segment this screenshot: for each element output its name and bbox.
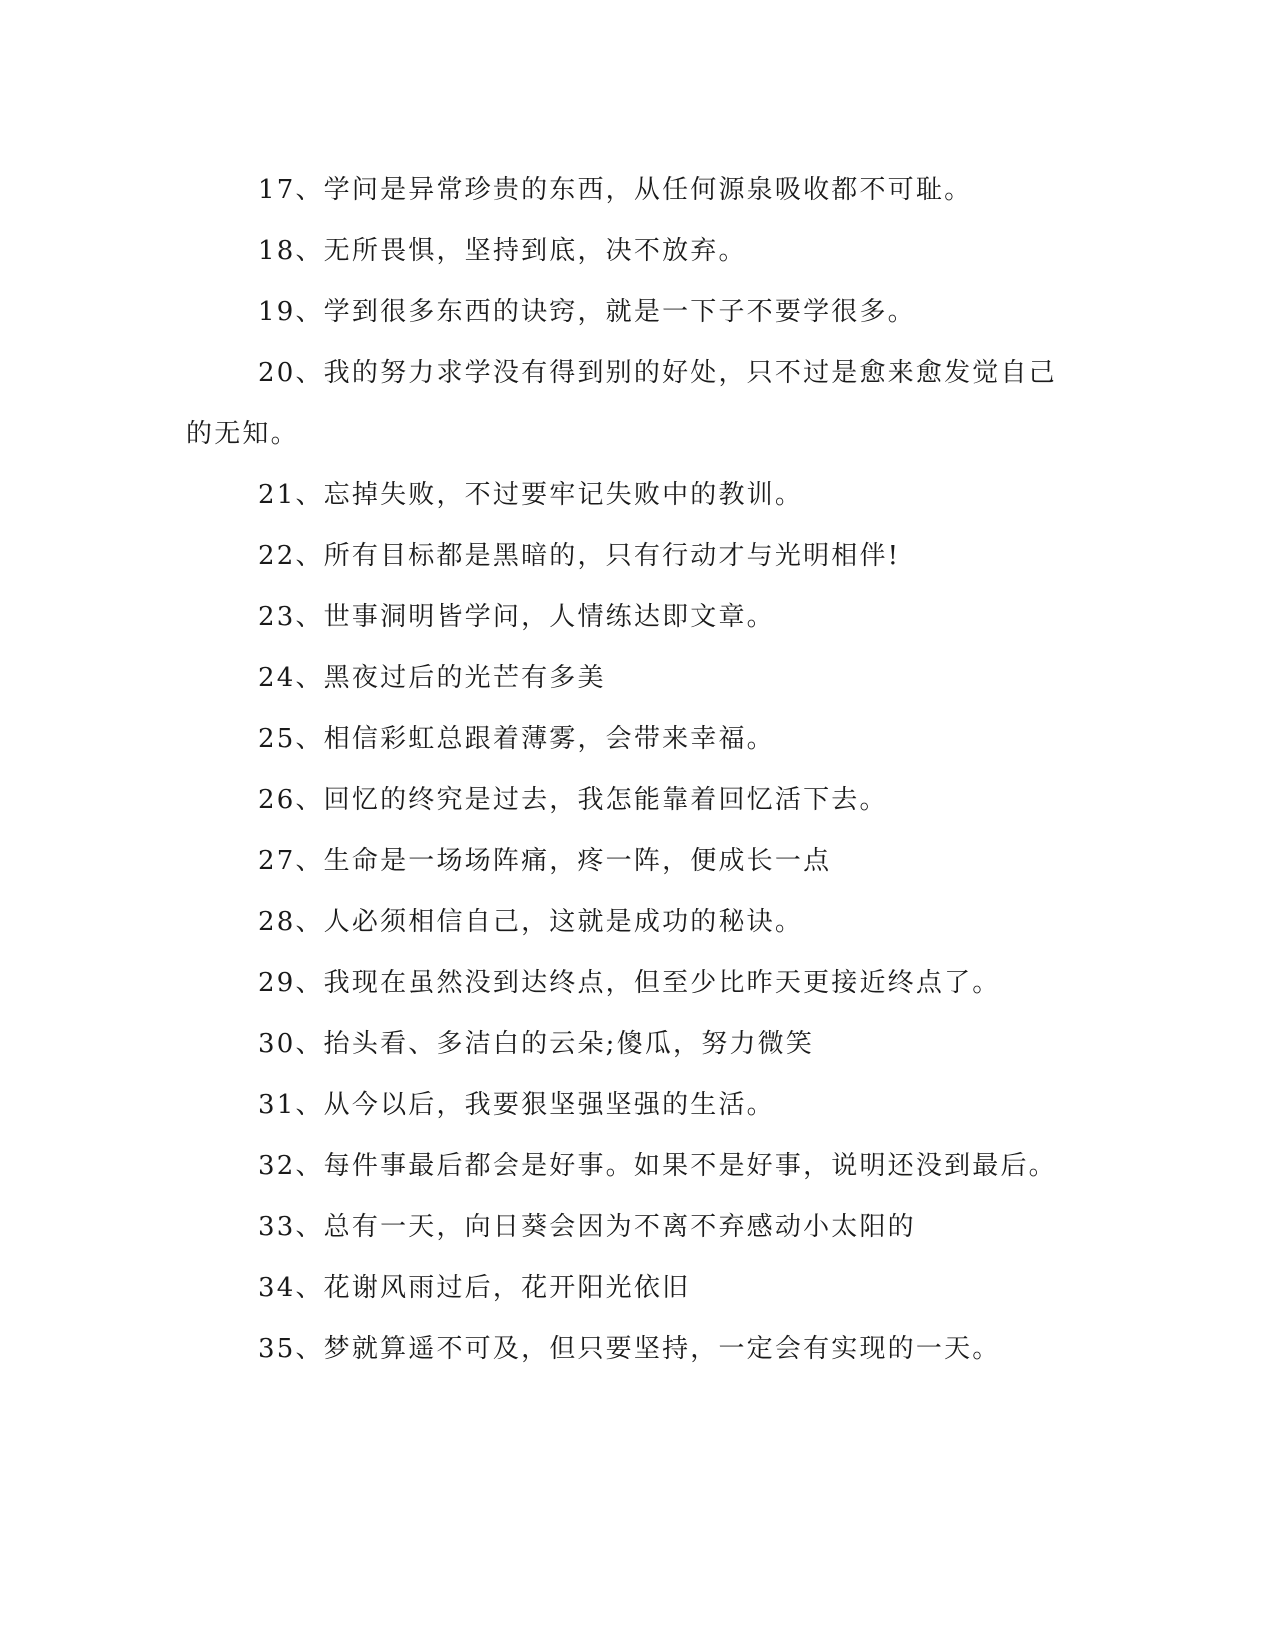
paragraph-20: 20、我的努力求学没有得到别的好处，只不过是愈来愈发觉自己的无知。 (186, 358, 1057, 449)
paragraph-29: 29、我现在虽然没到达终点，但至少比昨天更接近终点了。 (258, 968, 1001, 998)
paragraph-35: 35、梦就算遥不可及，但只要坚持，一定会有实现的一天。 (258, 1334, 1001, 1364)
paragraph-33: 33、总有一天，向日葵会因为不离不弃感动小太阳的 (258, 1212, 916, 1242)
paragraph-32: 32、每件事最后都会是好事。如果不是好事，说明还没到最后。 (258, 1151, 1057, 1181)
paragraph-34: 34、花谢风雨过后，花开阳光依旧 (258, 1273, 691, 1303)
paragraph-27: 27、生命是一场场阵痛，疼一阵，便成长一点 (258, 846, 832, 876)
paragraph-23: 23、世事洞明皆学问，人情练达即文章。 (258, 602, 775, 632)
paragraph-18: 18、无所畏惧，坚持到底，决不放弃。 (258, 236, 747, 266)
paragraph-28: 28、人必须相信自己，这就是成功的秘诀。 (258, 907, 804, 937)
paragraph-30: 30、抬头看、多洁白的云朵;傻瓜，努力微笑 (258, 1029, 815, 1059)
paragraph-22: 22、所有目标都是黑暗的，只有行动才与光明相伴! (258, 541, 901, 571)
paragraph-26: 26、回忆的终究是过去，我怎能靠着回忆活下去。 (258, 785, 888, 815)
paragraph-19: 19、学到很多东西的诀窍，就是一下子不要学很多。 (258, 297, 916, 327)
document-body (186, 160, 1066, 1380)
paragraph-24: 24、黑夜过后的光芒有多美 (258, 663, 606, 693)
paragraph-31: 31、从今以后，我要狠坚强坚强的生活。 (258, 1090, 775, 1120)
paragraph-25: 25、相信彩虹总跟着薄雾，会带来幸福。 (258, 724, 775, 754)
paragraph-17: 17、学问是异常珍贵的东西，从任何源泉吸收都不可耻。 (258, 175, 973, 205)
paragraph-21: 21、忘掉失败，不过要牢记失败中的教训。 (258, 480, 804, 510)
